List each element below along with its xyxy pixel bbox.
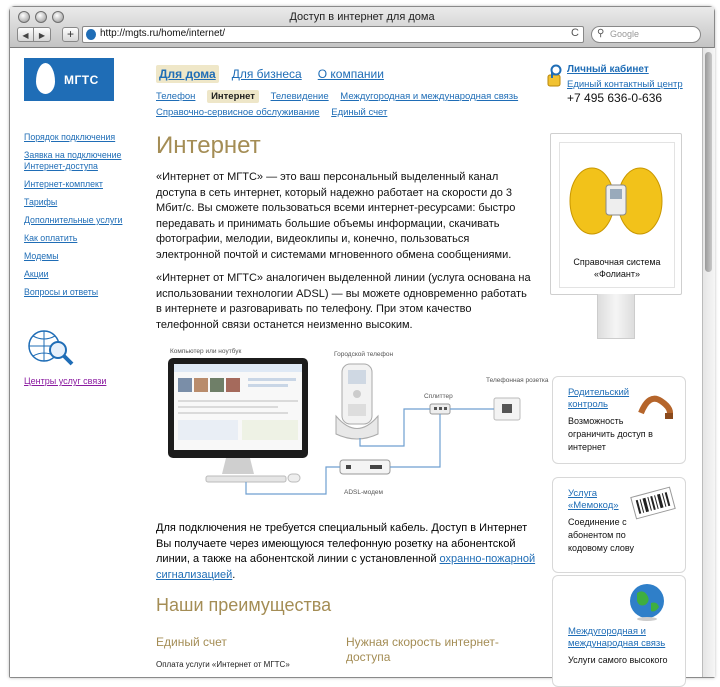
long-distance-desc: Услуги самого высокого (568, 655, 668, 665)
service-centers-link[interactable]: Центры услуг связи (24, 376, 107, 386)
subnav-phone[interactable]: Телефон (156, 91, 196, 102)
sidebar-item-promotions[interactable]: Акции (24, 269, 49, 279)
long-distance-card[interactable] (552, 575, 686, 687)
top-navigation (156, 65, 387, 83)
search-placeholder: Google (610, 29, 640, 39)
intro-paragraph: «Интернет от МГТС» — это ваш персональный выделенный канал доступа в сеть интернет, который надежно работает на скорости до 3 Мбит/с. Вы сможете пользоваться всеми интернет-ресурсами: быстро передавать и принимать большие объемы информации, скачивать фотографии, мелодии, видеоклипы и, конечно, пользоваться электронной почтой и системами мгновенного обмена сообщениями. (156, 171, 516, 261)
memokod-card[interactable] (552, 477, 686, 573)
logo-egg-icon (36, 63, 55, 94)
scrollbar-thumb[interactable] (705, 52, 712, 272)
advantage-speed-heading: Нужная скорость интернет-доступа (346, 635, 499, 664)
vertical-scrollbar[interactable] (702, 48, 715, 677)
connection-text-end: . (232, 568, 236, 581)
foliant-banner[interactable] (550, 133, 682, 338)
diagram-phone-label: Городской телефон (334, 351, 394, 358)
globe-icon (627, 581, 667, 621)
subnav-reference-service[interactable]: Справочно-сервисное обслуживание (156, 107, 320, 118)
service-centers[interactable] (24, 326, 124, 386)
sidebar-item-tariffs[interactable]: Тарифы (24, 197, 58, 207)
url-text[interactable]: http://mgts.ru/home/internet/ (100, 28, 226, 39)
memokod-desc: Соединение с абонентом по кодовому слову (568, 517, 635, 553)
contact-phone: +7 495 636-0-636 (567, 91, 663, 105)
sidebar-item-faq[interactable]: Вопросы и ответы (24, 287, 99, 297)
subnav-long-distance[interactable]: Междугородная и международная связь (340, 91, 519, 102)
modem-illustration (340, 460, 390, 474)
subnav-single-bill[interactable]: Единый счет (331, 107, 388, 118)
advantage-single-bill-text: Оплата услуги «Интернет от МГТС» (156, 660, 290, 669)
phone-illustration (336, 364, 378, 439)
page-title: Интернет (156, 132, 261, 159)
diagram-splitter-label: Сплиттер (424, 393, 453, 400)
connection-diagram (156, 346, 549, 511)
topnav-about[interactable]: О компании (317, 67, 384, 81)
sidebar-item-modems[interactable]: Модемы (24, 251, 59, 261)
history-buttons (17, 27, 51, 42)
title-bar (10, 7, 714, 48)
back-button[interactable]: ◀ (17, 27, 34, 42)
banner-inner (559, 142, 675, 288)
barcode-icon (631, 488, 675, 518)
logo-text: МГТС (64, 73, 99, 87)
banner-frame (550, 133, 682, 295)
topnav-home[interactable]: Для дома (156, 65, 219, 83)
advantage-single-bill-heading: Единый счет (156, 635, 227, 649)
socket-illustration (494, 398, 520, 420)
contact-center-link[interactable]: Единый контактный центр (567, 79, 683, 90)
connection-text: Для подключения не требуется специальный кабель. Доступ в Интернет Вы получаете через имеющуюся телефонную розетку на абонентской линии, а также на абонентской линии с установленной (156, 522, 528, 565)
add-bookmark-button[interactable]: + (62, 27, 79, 42)
main-content (156, 132, 534, 341)
address-bar[interactable] (82, 26, 584, 43)
sidebar-item-extra-services[interactable]: Дополнительные услуги (24, 215, 123, 225)
personal-cabinet-link[interactable]: Личный кабинет (567, 64, 649, 75)
page-viewport (10, 48, 702, 677)
long-distance-link[interactable]: Междугородная и международная связь (568, 626, 666, 649)
subnav-tv[interactable]: Телевидение (270, 91, 329, 102)
parental-control-desc: Возможность ограничить доступ в интернет (568, 416, 653, 452)
subnav-internet[interactable]: Интернет (207, 90, 259, 103)
computer-illustration (168, 358, 308, 482)
banner-stand (597, 294, 635, 339)
diagram-modem-label: ADSL-модем (344, 489, 383, 496)
memokod-link[interactable]: Услуга «Мемокод» (568, 488, 619, 511)
cable-icon (639, 391, 675, 421)
parental-control-link[interactable]: Родительский контроль (568, 387, 630, 410)
sidebar-item-connection-order[interactable]: Порядок подключения (24, 132, 116, 142)
reload-icon[interactable]: C (571, 27, 579, 39)
mgts-logo[interactable] (24, 58, 114, 101)
banner-caption: Справочная система «Фолиант» (573, 257, 661, 279)
splitter-illustration (430, 404, 450, 414)
sidebar-item-connection-request[interactable]: Заявка на подключение Интернет-доступа (24, 150, 122, 171)
diagram-computer-label: Компьютер или ноутбук (170, 348, 242, 355)
forward-button[interactable]: ▶ (34, 27, 51, 42)
sub-navigation (156, 89, 536, 121)
window-title: Доступ в интернет для дома (289, 11, 435, 23)
key-icon (545, 63, 563, 87)
advantages-heading: Наши преимущества (156, 595, 332, 615)
left-sidebar (24, 132, 134, 305)
topnav-business[interactable]: Для бизнеса (231, 67, 302, 81)
yellow-eggs-icon (560, 143, 674, 253)
sidebar-item-how-to-pay[interactable]: Как оплатить (24, 233, 78, 243)
fire-alarm-link[interactable]: охранно-пожарной сигнализацией (156, 553, 536, 581)
connection-paragraph (156, 521, 536, 583)
adsl-paragraph: «Интернет от МГТС» аналогичен выделенной линии (услуга основана на использовании технологии ADSL) — вы можете одновременно работать в интернете и разговаривать по телефону. При этом качество телефонной связи останется неизменно высоким. (156, 272, 531, 331)
search-icon: ⚲ (597, 28, 605, 39)
parental-control-card[interactable] (552, 376, 686, 464)
globe-magnifier-icon (24, 326, 79, 370)
sidebar-item-internet-kit[interactable]: Интернет-комплект (24, 179, 103, 189)
search-field[interactable] (591, 26, 701, 43)
site-favicon-icon (86, 29, 96, 40)
diagram-socket-label: Телефонная розетка (486, 377, 549, 384)
browser-window (9, 6, 715, 678)
